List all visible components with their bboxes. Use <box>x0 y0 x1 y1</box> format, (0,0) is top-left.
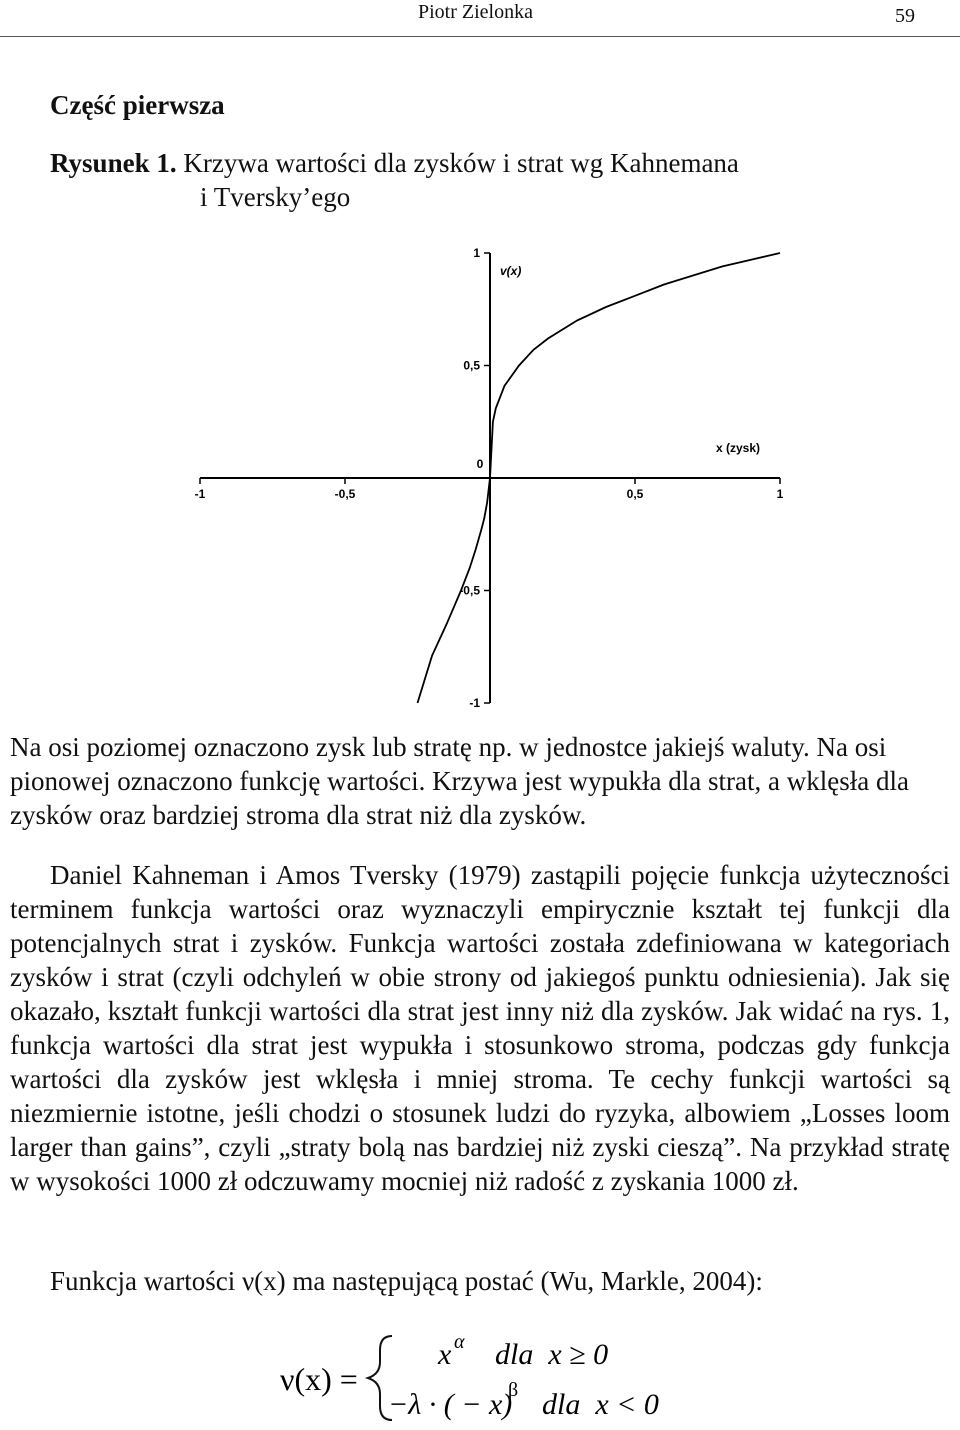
formula-case1-expr: x <box>438 1338 452 1371</box>
formula-case2-expr: −λ · ( − x) <box>388 1388 513 1421</box>
page-header <box>0 0 960 37</box>
figure-caption <box>50 146 850 214</box>
y-tick-label: -1 <box>469 696 480 710</box>
formula-intro: Funkcja wartości ν(x) ma następującą postać (Wu, Markle, 2004): <box>50 1266 763 1296</box>
page-number: 59 <box>895 5 915 27</box>
value-function-formula <box>280 1330 700 1425</box>
paragraph-axis-description: Na osi poziomej oznaczono zysk lub stratę np. w jednostce jakiejś waluty. Na osi pionowej oznaczono funkcję wartości. Krzywa jest wypukła dla strat, a wklęsła dla zysków oraz bardziej stroma dla strat niż dla zysków. <box>10 732 909 830</box>
y-tick-label: 0,5 <box>463 358 480 373</box>
x-axis-label: x (zysk) <box>715 441 760 455</box>
y-axis-label: v(x) <box>500 264 522 278</box>
formula-case1-condition: dla x ≥ 0 <box>495 1338 609 1371</box>
x-tick-label: -1 <box>194 487 206 501</box>
y-tick-label: 1 <box>473 246 480 260</box>
running-head-author: Piotr Zielonka <box>418 1 533 23</box>
paragraph-kahneman-tversky: Daniel Kahneman i Amos Tversky (1979) zastąpili pojęcie funkcja użyteczności terminem funkcja wartości oraz wyznaczyli empirycznie kształt tej funkcji dla potencjalnych strat i zysków. Funkcja wartości została zdefiniowana w kategoriach zysków i strat (czyli odchyleń w obie strony od jakiegoś punktu odniesienia). Jak się okazało, kształt funkcji wartości dla strat jest inny niż dla zysków. Jak widać na rys. 1, funkcja wartości dla strat jest wypukła i stosunkowo stroma, podczas gdy funkcja wartości dla zysków jest wklęsła i mniej stroma. Te cechy funkcji wartości są niezmiernie istotne, jeśli chodzi o stosunek ludzi do ryzyka, albowiem „Losses loom larger than gains”, czyli „straty bolą nas bardziej niż zyski cieszą”. Na przykład stratę w wysokości 1000 zł odczuwamy mocniej niż radość z zyskania 1000 zł. <box>10 860 950 1196</box>
x-tick-label: 1 <box>776 487 784 501</box>
part-heading: Część pierwsza <box>50 90 225 120</box>
formula-case1-exponent: α <box>454 1331 465 1353</box>
figure-caption-line2: i Tversky’ego <box>200 182 351 212</box>
formula-lhs: ν(x) = <box>280 1361 358 1397</box>
formula-case2-condition: dla x < 0 <box>542 1388 659 1421</box>
figure-label: Rysunek 1. <box>50 148 177 178</box>
x-tick-label: 0,5 <box>626 487 644 501</box>
value-function-chart <box>170 228 790 718</box>
x-tick-label: -0,5 <box>334 487 356 501</box>
y-tick-label: -0,5 <box>459 583 480 598</box>
x-tick-label: 0 <box>476 457 484 471</box>
figure-caption-line1: Krzywa wartości dla zysków i strat wg Kahnemana <box>183 148 739 178</box>
formula-case2-exponent: β <box>508 1379 519 1401</box>
